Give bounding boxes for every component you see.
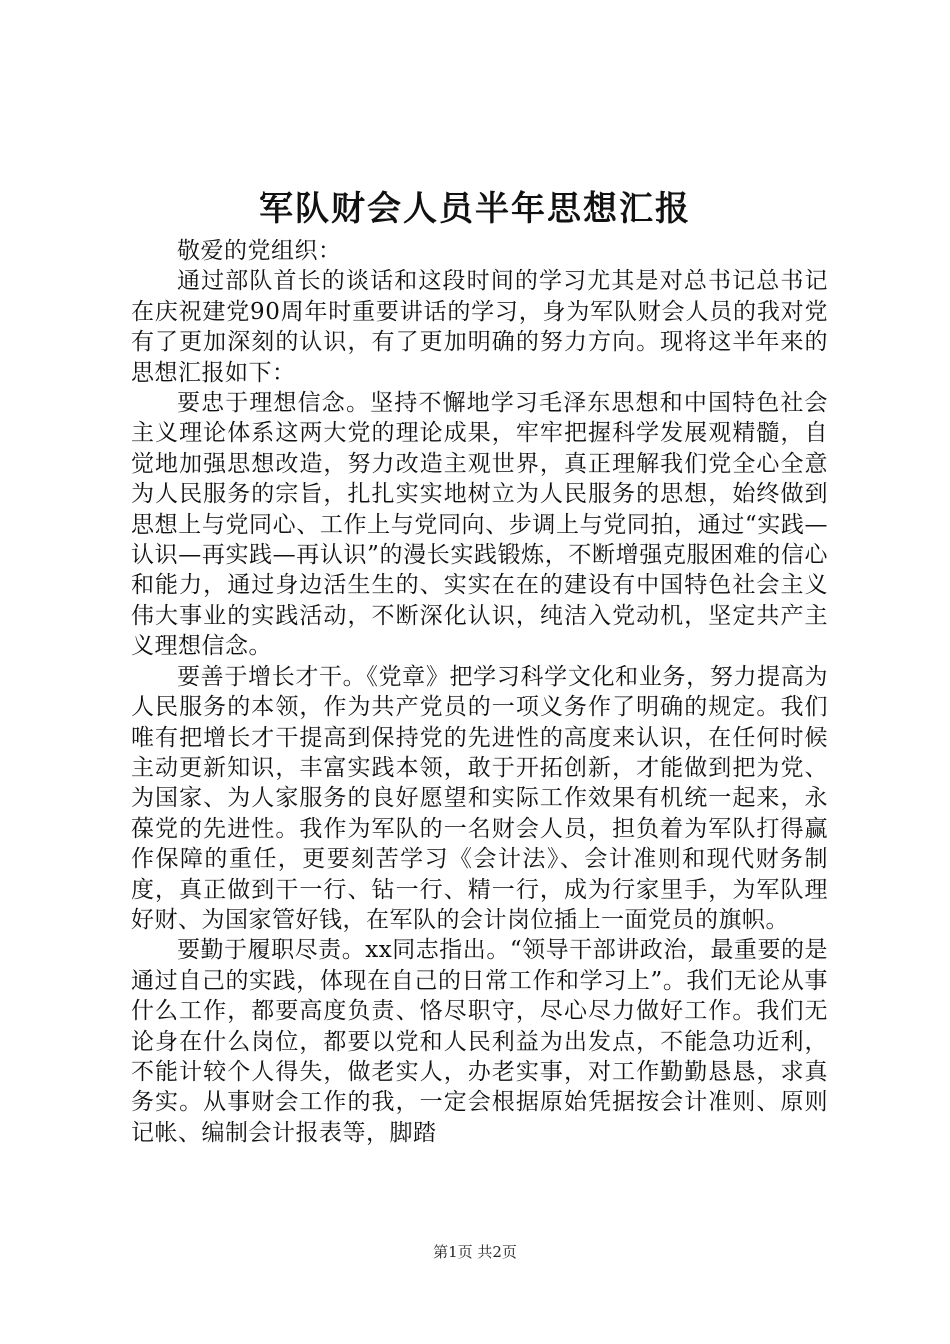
paragraph-intro: 通过部队首长的谈话和这段时间的学习尤其是对总书记总书记在庆祝建党90周年时重要讲话的学习，身为军队财会人员的我对党有了更加深刻的认识，有了更加明确的努力方向。现将这半年来的思想汇报如下：	[131, 268, 828, 386]
paragraph-abilities: 要善于增长才干。《党章》把学习科学文化和业务，努力提高为人民服务的本领，作为共产党员的一项义务作了明确的规定。我们唯有把增长才干提高到保持党的先进性的高度来认识，在任何时候主动更新知识，丰富实践本领，敢于开拓创新，才能做到把为党、为国家、为人家服务的良好愿望和实际工作效果有机统一起来，永葆党的先进性。我作为军队的一名财会人员，担负着为军队打得赢作保障的重任，更要刻苦学习《会计法》、会计准则和现代财务制度，真正做到干一行、钻一行、精一行，成为行家里手，为军队理好财、为国家管好钱，在军队的会计岗位插上一面党员的旗帜。	[131, 663, 828, 933]
page-footer: 第1页 共2页	[433, 1243, 517, 1261]
document-body	[131, 236, 828, 1148]
paragraph-duties: 要勤于履职尽责。xx同志指出。“领导干部讲政治，最重要的是通过自己的实践，体现在自己的日常工作和学习上”。我们无论从事什么工作，都要高度负责、恪尽职守，尽心尽力做好工作。我们无论身在什么岗位，都要以党和人民利益为出发点，不能急功近利，不能计较个人得失，做老实人，办老实事，对工作勤勤恳恳，求真务实。从事财会工作的我，一定会根据原始凭据按会计准则、原则记帐、编制会计报表等，脚踏	[131, 937, 828, 1146]
document-title: 军队财会人员半年思想汇报	[259, 189, 691, 229]
salutation: 敬爱的党组织：	[177, 238, 342, 264]
paragraph-ideals: 要忠于理想信念。坚持不懈地学习毛泽东思想和中国特色社会主义理论体系这两大党的理论成果，牢牢把握科学发展观精髓，自觉地加强思想改造，努力改造主观世界，真正理解我们党全心全意为人民服务的宗旨，扎扎实实地树立为人民服务的思想，始终做到思想上与党同心、工作上与党同向、步调上与党同拍，通过“实践—认识—再实践—再认识”的漫长实践锻炼，不断增强克服困难的信心和能力，通过身边活生生的、实实在在的建设有中国特色社会主义伟大事业的实践活动，不断深化认识，纯洁入党动机，坚定共产主义理想信念。	[131, 390, 828, 660]
